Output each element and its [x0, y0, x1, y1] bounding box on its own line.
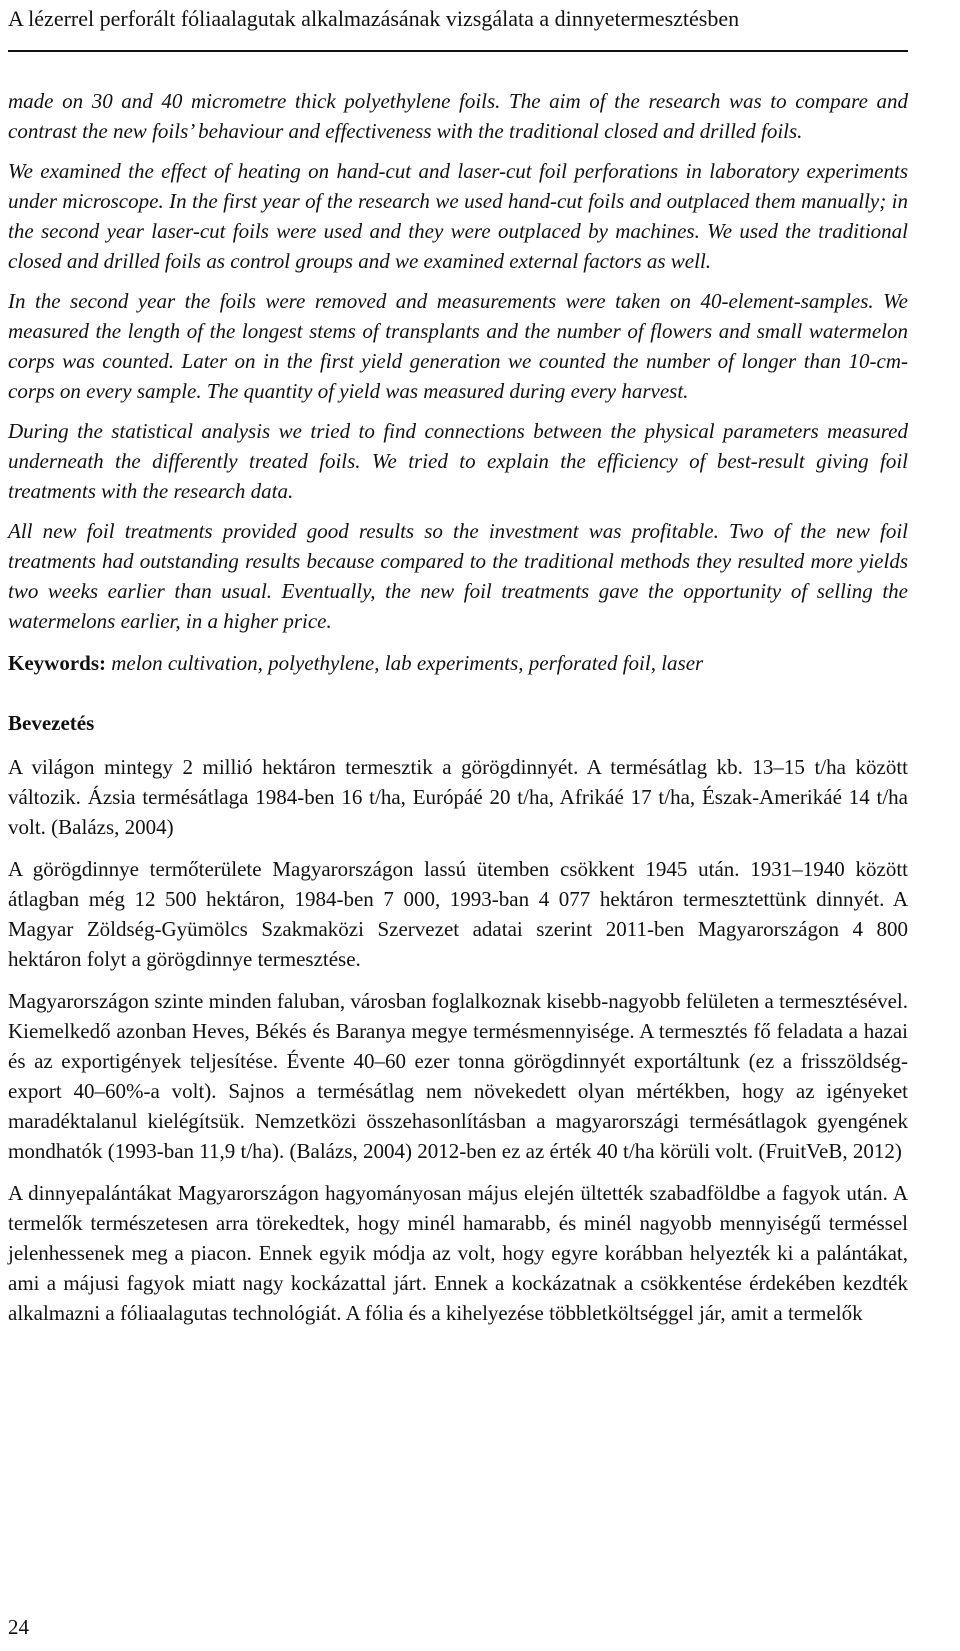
- keywords-label: Keywords:: [8, 651, 106, 675]
- body-paragraph: Magyarországon szinte minden faluban, városban foglalkoznak kisebb-nagyobb felületen a termesztésével. Kiemelkedő azonban Heves, Békés és Baranya megye termésmennyisége. A termesztés fő feladata a hazai és az exportigények teljesítése. Évente 40–60 ezer tonna görögdinnyét exportáltunk (ez a frisszöldség-export 40–60%-a volt). Sajnos a termésátlag nem növekedett olyan mértékben, hogy az igényeket maradéktalanul kielégítsük. Nemzetközi összehasonlításban a magyarországi termésátlagok gyengének mondhatók (1993-ban 11,9 t/ha). (Balázs, 2004) 2012-ben ez az érték 40 t/ha körüli volt. (FruitVeB, 2012): [8, 989, 908, 1163]
- abstract-paragraph: All new foil treatments provided good results so the investment was profitable. Two of the new foil treatments had outstanding results because compared to the traditional methods they resulted more yields two weeks earlier than usual. Eventually, the new foil treatments gave the opportunity of selling the watermelons earlier, in a higher price.: [8, 519, 908, 633]
- body-paragraph: A dinnyepalántákat Magyarországon hagyományosan május elején ültették szabadföldbe a fagyok után. A termelők természetesen arra törekedtek, hogy minél hamarabb, és minél nagyobb mennyiségű terméssel jelenhessenek meg a piacon. Ennek egyik módja az volt, hogy egyre korábban helyezték ki a palántákat, ami a májusi fagyok miatt nagy kockázattal járt. Ennek a kockázatnak a csökkentése érdekében kezdték alkalmazni a fóliaalagutas technológiát. A fólia és a kihelyezése többletköltséggel jár, amit a termelők: [8, 1181, 908, 1325]
- body-paragraph: A világon mintegy 2 millió hektáron termesztik a görögdinnyét. A termésátlag kb. 13–15 t/ha között változik. Ázsia termésátlaga 1984-ben 16 t/ha, Európáé 20 t/ha, Afrikáé 17 t/ha, Észak-Amerikáé 14 t/ha volt. (Balázs, 2004): [8, 755, 908, 839]
- abstract-paragraph: We examined the effect of heating on hand-cut and laser-cut foil perforations in laboratory experiments under microscope. In the first year of the research we used hand-cut foils and outplaced them manually; in the second year laser-cut foils were used and they were outplaced by machines. We used the traditional closed and drilled foils as control groups and we examined external factors as well.: [8, 159, 908, 273]
- abstract-paragraph: In the second year the foils were removed and measurements were taken on 40-element-samples. We measured the length of the longest stems of transplants and the number of flowers and small watermelon corps was counted. Later on in the first yield generation we counted the number of longer than 10-cm-corps on every sample. The quantity of yield was measured during every harvest.: [8, 289, 908, 403]
- abstract-paragraph: During the statistical analysis we tried to find connections between the physical parameters measured underneath the differently treated foils. We tried to explain the efficiency of best-result giving foil treatments with the research data.: [8, 419, 908, 503]
- running-header: A lézerrel perforált fóliaalagutak alkalmazásának vizsgálata a dinnyetermesztésben: [8, 6, 740, 31]
- keywords-text: melon cultivation, polyethylene, lab experiments, perforated foil, laser: [111, 651, 704, 675]
- section-title: Bevezetés: [8, 711, 95, 735]
- body-paragraph: A görögdinnye termőterülete Magyarországon lassú ütemben csökkent 1945 után. 1931–1940 között átlagban még 12 500 hektáron, 1984-ben 7 000, 1993-ban 4 077 hektáron termesztettünk dinnyét. A Magyar Zöldség-Gyümölcs Szakmaközi Szervezet adatai szerint 2011-ben Magyarországon 4 800 hektáron folyt a görögdinnye termesztése.: [8, 857, 908, 971]
- header-rule: [8, 50, 908, 52]
- abstract-paragraph: made on 30 and 40 micrometre thick polyethylene foils. The aim of the research was to compare and contrast the new foils’ behaviour and effectiveness with the traditional closed and drilled foils.: [8, 89, 908, 143]
- keywords: [8, 648, 908, 678]
- abstract: [8, 86, 908, 636]
- section-body: [8, 752, 908, 1328]
- page-number: 24: [8, 1615, 29, 1639]
- page-body: [8, 86, 908, 1340]
